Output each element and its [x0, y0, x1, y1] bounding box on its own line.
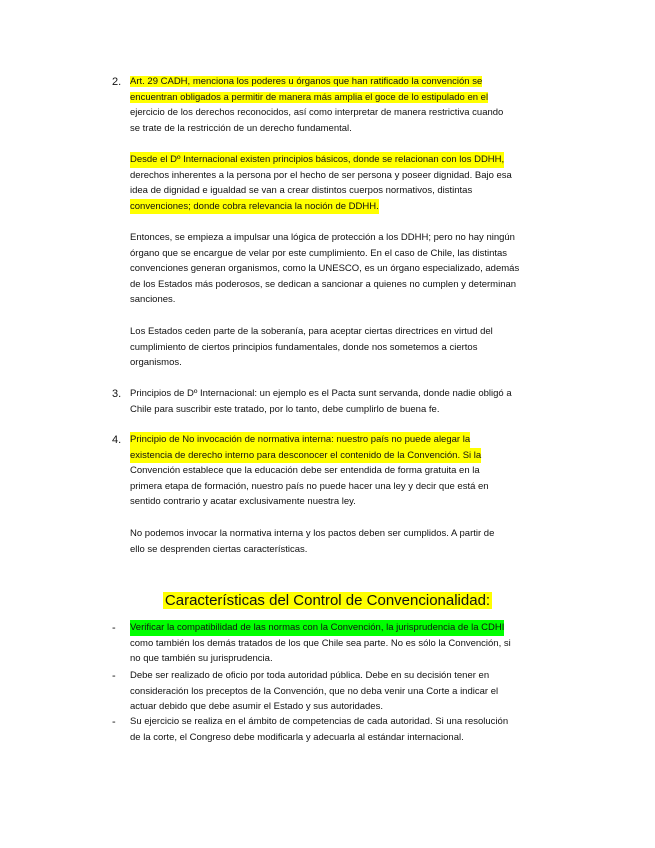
bullet-marker: -: [112, 622, 116, 634]
text-line: Convención establece que la educación debe ser entendida de forma gratuita en la: [130, 465, 480, 477]
text-line: consideración los preceptos de la Convención, que no deba venir una Corte a indicar el: [130, 685, 499, 697]
paragraph: [130, 152, 572, 214]
text-line: convenciones generan organismos, como la UNESCO, es un órgano especializado, además: [130, 263, 520, 275]
text-line: idea de dignidad e igualdad se van a crear distintos cuerpos normativos, distintas: [130, 185, 473, 197]
text-line: primera etapa de formación, nuestro país no puede hacer una ley y decir que está en: [130, 480, 489, 492]
text-line: como también los demás tratados de los que Chile sea parte. No es sólo la Convención, si: [130, 637, 511, 649]
text-line: Desde el Dº Internacional existen principios básicos, donde se relacionan con los DDHH,: [130, 152, 504, 168]
text-line: Debe ser realizado de oficio por toda autoridad pública. Debe en su decisión tener en: [130, 670, 490, 681]
text-line: sentido contrario y acatar exclusivamente nuestra ley.: [130, 496, 356, 508]
text-line: de la corte, el Congreso debe modificarla y adecuarla al estándar internacional.: [130, 731, 464, 743]
paragraph: [130, 526, 572, 557]
text-line: sanciones.: [130, 294, 176, 306]
list-number: 4.: [112, 434, 122, 446]
list-number: 3.: [112, 388, 122, 400]
text-line: no que también su jurisprudencia.: [130, 653, 273, 665]
paragraph: [130, 432, 572, 510]
paragraph: [130, 230, 572, 308]
heading-text: Características del Control de Convencionalidad:: [164, 592, 491, 609]
bullet-marker: -: [112, 670, 116, 682]
text-line: Principios de Dº Internacional: un ejemplo es el Pacta sunt servanda, donde nadie obligó a: [130, 388, 512, 399]
text: ejercicio de los derechos reconocidos, así como interpretar de manera restrictiva cuando: [130, 107, 504, 119]
text-line: Entonces, se empieza a impulsar una lógica de protección a los DDHH; pero no hay ningún: [130, 232, 515, 243]
text-line: actuar debido que debe asumir el Estado y sus autoridades.: [130, 701, 383, 713]
list-number: 2.: [112, 76, 122, 88]
bullet-item: [130, 714, 572, 745]
text-line: Su ejercicio se realiza en el ámbito de competencias de cada autoridad. Si una resolución: [130, 716, 509, 727]
bullet-item: [130, 620, 572, 667]
text-line: órgano que se encargue de velar por este cumplimiento. En el caso de Chile, las distintas: [130, 247, 508, 259]
text-line: [130, 90, 572, 106]
text-line: organismos.: [130, 357, 182, 369]
text-line: [130, 105, 572, 121]
section-heading: [0, 591, 655, 611]
text-line: Verificar la compatibilidad de las normas con la Convención, la jurisprudencia de la CDHI: [130, 620, 504, 636]
text-line: cumplimiento de ciertos principios fundamentales, donde nos sometemos a ciertos: [130, 341, 478, 353]
text-line: de los Estados más poderosos, se dedican a sancionar a quienes no cumplen y determinan: [130, 278, 517, 290]
text-line: No podemos invocar la normativa interna y los pactos deben ser cumplidos. A partir de: [130, 528, 495, 539]
text-line: se trate de la restricción de un derecho fundamental.: [130, 122, 352, 134]
paragraph: [130, 386, 572, 417]
text-line: [130, 74, 572, 90]
text-line: ello se desprenden ciertas características.: [130, 543, 308, 555]
text-line: existencia de derecho interno para desconocer el contenido de la Convención. Si la: [130, 448, 481, 464]
paragraph: [130, 74, 572, 136]
highlighted-text: Art. 29 CADH, menciona los poderes u órganos que han ratificado la convención se: [130, 76, 483, 87]
text-line: Principio de No invocación de normativa interna: nuestro país no puede alegar la: [130, 432, 470, 448]
bullet-item: [130, 668, 572, 715]
highlighted-text: encuentran obligados a permitir de manera más amplia el goce de lo estipulado en el: [130, 91, 489, 103]
text-line: Los Estados ceden parte de la soberanía, para aceptar ciertas directrices en virtud del: [130, 326, 493, 337]
paragraph: [130, 324, 572, 371]
text-line: derechos inherentes a la persona por el hecho de ser persona y poseer dignidad. Bajo esa: [130, 169, 512, 181]
text-line: Chile para suscribir este tratado, por lo tanto, debe cumplirlo de buena fe.: [130, 403, 440, 415]
bullet-marker: -: [112, 716, 116, 728]
text-line: convenciones; donde cobra relevancia la noción de DDHH.: [130, 199, 379, 215]
